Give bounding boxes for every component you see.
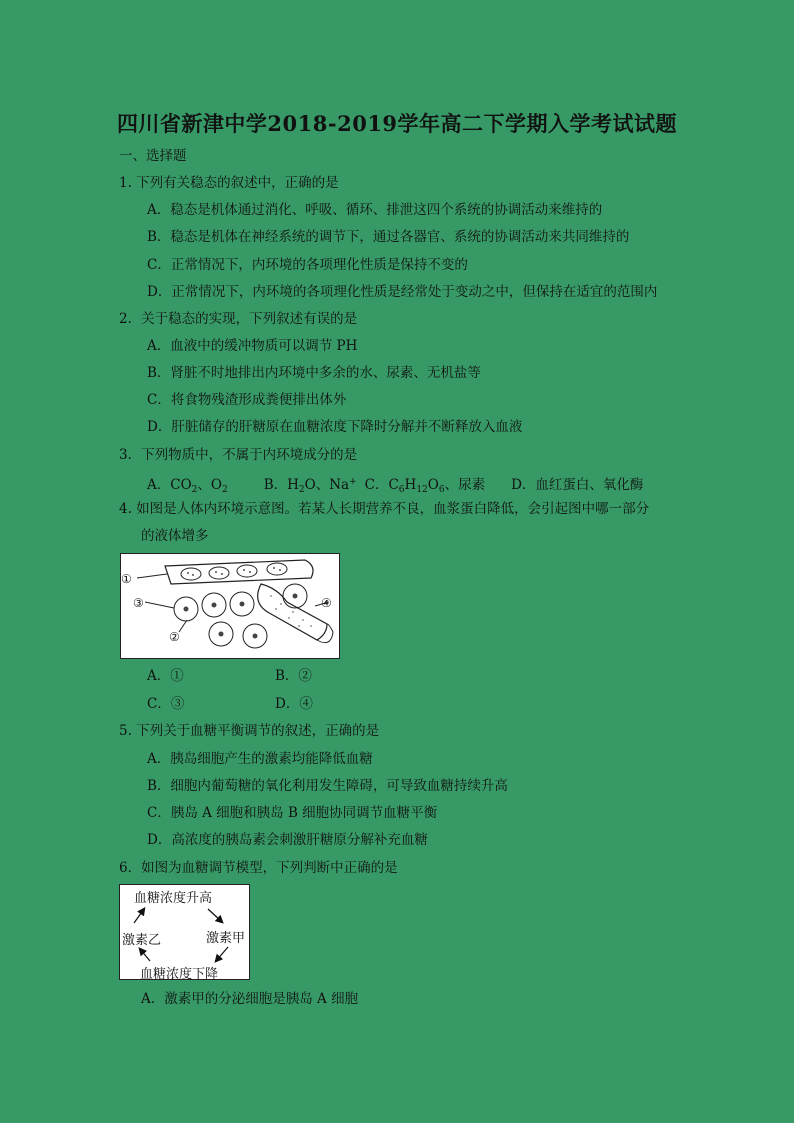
diagram-label-2: ②: [169, 630, 180, 644]
question-4-stem: 4. 如图是人体内环境示意图。若某人长期营养不良，血浆蛋白降低，会引起图中哪一部分: [119, 501, 650, 517]
question-2-stem: 2．关于稳态的实现，下列叙述有误的是: [119, 311, 358, 327]
question-6-option-a: A．激素甲的分泌细胞是胰岛 A 细胞: [141, 991, 359, 1007]
diagram-label-4: ④: [321, 596, 332, 610]
question-4-option-a: A．①: [147, 668, 184, 684]
question-5-option-a: A．胰岛细胞产生的激素均能降低血糖: [147, 751, 373, 767]
question-1-option-a: A．稳态是机体通过消化、呼吸、循环、排泄这四个系统的协调活动来维持的: [147, 202, 603, 218]
question-6-stem: 6．如图为血糖调节模型，下列判断中正确的是: [119, 860, 398, 876]
model-right-label: 激素甲: [206, 931, 246, 946]
question-4-option-d: D．④: [275, 696, 313, 712]
question-2-option-a: A．血液中的缓冲物质可以调节 PH: [147, 338, 358, 354]
diagram-label-1: ①: [121, 572, 132, 586]
model-cycle-arrows: [120, 885, 251, 981]
question-4-option-c: C．③: [147, 696, 185, 712]
page-title: 四川省新津中学2018-2019学年高二下学期入学考试试题: [116, 111, 678, 136]
diagram-label-3: ③: [133, 596, 144, 610]
internal-environment-diagram: [120, 553, 340, 659]
model-bottom-label: 血糖浓度下降: [140, 967, 219, 982]
model-left-label: 激素乙: [122, 933, 162, 948]
question-5-option-c: C．胰岛 A 细胞和胰岛 B 细胞协同调节血糖平衡: [147, 805, 438, 821]
question-2-option-d: D．肝脏储存的肝糖原在血糖浓度下降时分解并不断释放入血液: [147, 419, 523, 435]
question-3-stem: 3．下列物质中，不属于内环境成分的是: [119, 447, 358, 463]
question-3-option-d: D．血红蛋白、氧化酶: [511, 477, 644, 493]
question-5-option-b: B．细胞内葡萄糖的氧化利用发生障碍，可导致血糖持续升高: [147, 778, 508, 794]
question-3-option-b: B．$H_2O$、Na+: [263, 477, 357, 495]
model-top-label: 血糖浓度升高: [134, 891, 213, 906]
question-4-option-b: B．②: [275, 668, 312, 684]
blood-glucose-model-diagram: [119, 884, 250, 980]
question-4-stem-continued: 的液体增多: [141, 528, 209, 544]
question-5-stem: 5. 下列关于血糖平衡调节的叙述，正确的是: [119, 723, 380, 739]
question-2-option-c: C．将食物残渣形成粪便排出体外: [147, 392, 347, 408]
question-1-option-b: B．稳态是机体在神经系统的调节下，通过各器官、系统的协调活动来共同维持的: [147, 229, 630, 245]
question-2-option-b: B．肾脏不时地排出内环境中多余的水、尿素、无机盐等: [147, 365, 481, 381]
question-3-option-a: A．$CO_2$、$O_2$: [147, 477, 228, 495]
internal-environment-illustration: [121, 554, 341, 660]
question-1-option-c: C．正常情况下，内环境的各项理化性质是保持不变的: [147, 257, 468, 273]
question-1-stem: 1. 下列有关稳态的叙述中，正确的是: [119, 175, 339, 191]
question-3-option-c: C．$C_6H_{12}O_6$、尿素: [364, 477, 486, 495]
section-heading: 一、选择题: [119, 148, 187, 164]
question-5-option-d: D．高浓度的胰岛素会刺激肝糖原分解补充血糖: [147, 832, 428, 848]
question-1-option-d: D．正常情况下，内环境的各项理化性质是经常处于变动之中，但保持在适宜的范围内: [147, 284, 658, 300]
question-3-options: [147, 473, 643, 499]
